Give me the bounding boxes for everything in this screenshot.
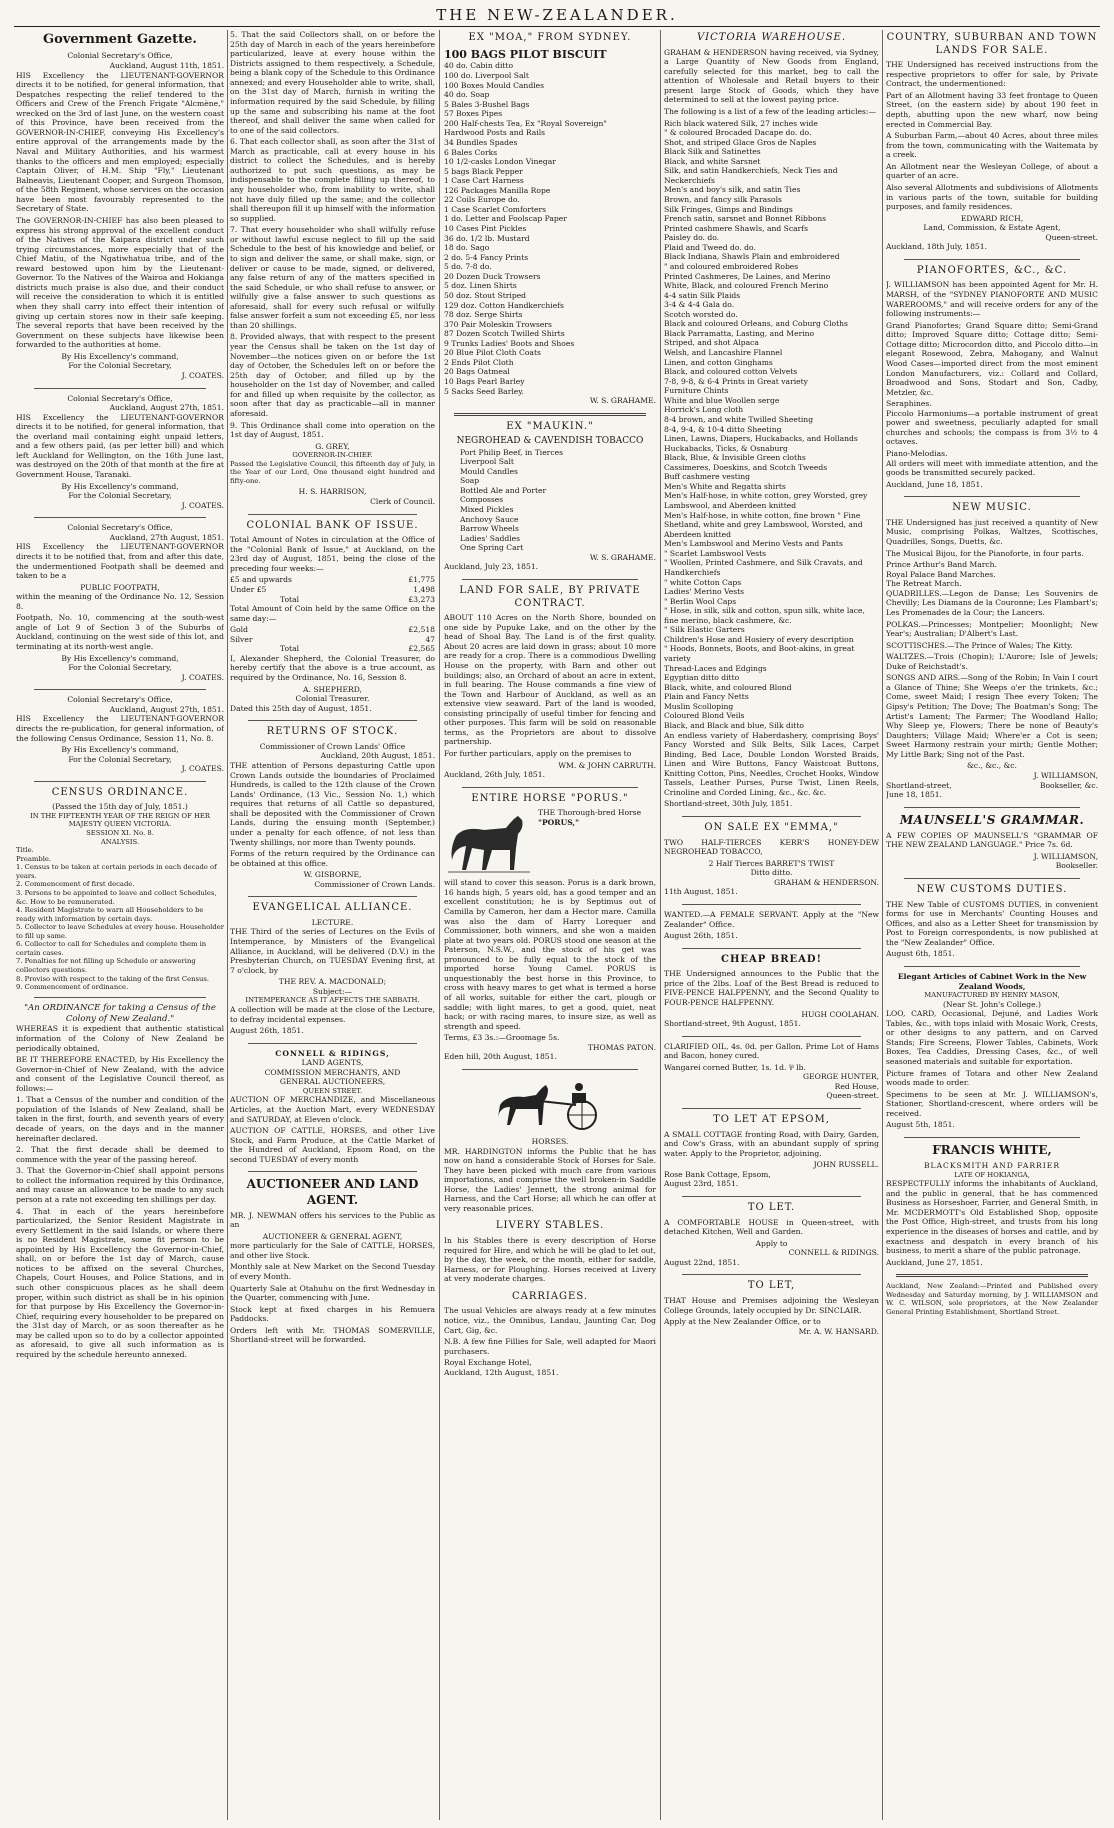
list-item: 22 Coils Europe do. bbox=[444, 195, 520, 205]
list-item: Mixed Pickles bbox=[460, 505, 514, 514]
returns-of-stock: RETURNS OF STOCK. Commissioner of Crown Lands' Office Auckland, 20th August, 1851. THE attention of Persons depasturing Cattle upon Crown Lands outside the boundaries of Proclaimed Hundreds, is called to the 12th clause of the Crown Lands' Ordinance, (13 Vic., Session No. 1,) which requires that returns of all Cattle so depastured, shall be deposited with the Commissioner of Crown Lands, during the ensuing month (September,) under a penalty for each offence, of not less than Twenty shillings, nor more than Twenty pounds. Forms of the return required by the Ordinance can be obtained at this office. W. GISBORNE, Commissioner of Crown Lands. bbox=[230, 726, 435, 889]
list-item: 4-4 satin Silk Plaids bbox=[664, 290, 741, 300]
list-item: French satin, sarsnet and Bonnet Ribbons bbox=[664, 214, 827, 224]
list-item: White and blue Woollen serge bbox=[664, 395, 780, 405]
wanted-servant: WANTED.—A FEMALE SERVANT. Apply at the "New Zealander" Office. August 26th, 1851. bbox=[664, 910, 879, 941]
notice-census-republication: Colonial Secretary's Office, Auckland, August 27th, 1851. HIS Excellency the LIEUTENANT-GOVERNOR directs the re-publication, for general information, of the following Census Ordinance, Session 11, No. 8. By His Excellency's command, For the Colonial Secretary, J. COATES. bbox=[16, 695, 224, 774]
list-item: Plain and Fancy Netts bbox=[664, 692, 749, 702]
horses-hardington: HORSES. MR. HARDINGTON informs the Public that he has now on hand a considerable Stock of Horses for Sale. They have been picked with much care from various importations, and comprise the well broken-in Saddle Horse, the Ladies' Jennett, the strong animal for Harness, and the Cart Horse; all which he can offer at very reasonable prices. bbox=[444, 1075, 656, 1214]
customs-duties: NEW CUSTOMS DUTIES. THE New Table of CUSTOMS DUTIES, in convenient forms for use in Merchants' Counting Houses and Offices, and also as a Letter Sheet for transmission by Post to Foreign correspondents, is now published at the "New Zealander" Office. August 6th, 1851. bbox=[886, 883, 1098, 959]
list-item: 200 Half-chests Tea, Ex "Royal Sovereign" bbox=[444, 118, 607, 128]
gazette-heading: Government Gazette. bbox=[43, 32, 197, 47]
connell-ridings: CONNELL & RIDINGS, LAND AGENTS, COMMISSION MERCHANTS, AND GENERAL AUCTIONEERS, QUEEN STREET. AUCTION OF MERCHANDIZE, and Miscellaneous Articles, at the Auction Mart, every WEDNESDAY and SATURDAY, at Eleven o'clock. AUCTION OF CATTLE, HORSES, and other Live Stock, and Farm Produce, at the Cattle Market of the Hundred of Auckland, Epsom Road, on the second TUESDAY of every month bbox=[230, 1048, 435, 1164]
list-item: Barrow Wheels bbox=[460, 524, 519, 534]
list-item: Black, white, and coloured Blond bbox=[664, 682, 792, 692]
to-let-queen-street: TO LET. A COMFORTABLE HOUSE in Queen-street, with detached Kitchen, Well and Garden. Apply to CONNELL & RIDINGS. August 22nd, 1851. bbox=[664, 1202, 879, 1267]
list-item: Hardwood Posts and Rails bbox=[444, 128, 546, 138]
country-lands: COUNTRY, SUBURBAN AND TOWN LANDS FOR SALE. THE Undersigned has received instructions from the respective proprietors to offer for sale, by Private Contract, the undermentioned: Part of an Allotment having 33 feet frontage to Queen Street, (on the eastern side) by about 190 feet in depth, abutting upon the new wharf, now being erected in Commercial Bay. A Suburban Farm,—about 40 Acres, about three miles from the town, communicating with the Waitemata by a creek. An Allotment near the Wesleyan College, of about a quarter of an acre. Also several Allotments and subdivisions of Allotments in various parts of the town, suitable for building purposes, and family residences. EDWARD RICH, Land, Commission, & Estate Agent, Queen-street. Auckland, 18th July, 1851. bbox=[886, 32, 1098, 252]
list-item: Black Parramatta, Lasting, and Merino bbox=[664, 328, 815, 338]
notice-footpath: Colonial Secretary's Office, Auckland, 27th August, 1851. HIS Excellency the LIEUTENANT-GOVERNOR directs it to be notified that, from and after this date, the undermentioned Footpath shall be deemed and taken to be a PUBLIC FOOTPATH, within the meaning of the Ordinance No. 12, Session 8. Footpath, No. 10, commencing at the south-west angle of Lot 9 of Section 3 of the Suburbs of Auckland, continuing on the west side of this lot, and terminating at its north-west angle. By His Excellency's command, For the Colonial Secretary, J. COATES. bbox=[16, 523, 224, 682]
list-item: 20 Blue Pilot Cloth Coats bbox=[444, 348, 541, 358]
list-item: 34 Bundles Spades bbox=[444, 137, 518, 147]
list-item: Silk Fringes, Gimps and Bindings bbox=[664, 204, 793, 214]
horse-icon bbox=[444, 808, 534, 878]
list-item: Linen, Lawns, Diapers, Huckabacks, and Hollands bbox=[664, 434, 858, 444]
column-rule bbox=[882, 30, 883, 1820]
list-item: 20 Dozen Duck Trowsers bbox=[444, 271, 541, 281]
list-item: Welsh, and Lancashire Flannel bbox=[664, 348, 783, 358]
list-item: Egyptian ditto ditto bbox=[664, 673, 740, 683]
new-music: NEW MUSIC. THE Undersigned has just received a quantity of New Music, comprising Polkas, Waltzes, Scottisches, Quadrilles, Songs, Duetts, &c. The Musical Bijou, for the Pianoforte, in four parts. Prince Arthur's Band March. Royal Palace Band Marches. The Retreat March. QUADRILLES.—Legon de Danse; Les Souvenirs de Chevilly; Les Diamans de la Couronne; Les Flambart's; Les Promenades de la Cour; the Lancers. POLKAS.—Princesses; Montpelier; Moonlight; New Year's; Australian; D'Albert's Last. SCOTTISCHES.—The Prince of Wales; The Kitty. WALTZES.—Trois (Chopin); L'Aurore; Isle of Jewels; Duke of Reichstadt's. SONGS AND AIRS.—Song of the Robin; In Vain I court a Glance of Thine; She Weeps o'er the trinkets, &c.; Come, sweet Maid; I resign Thee every Token; The Gipsy's Petition; The Dove; The Boatman's Song; The Artist's Lament; The Farmer; The Woodland Hallo; Why Sleep ye, Flowers; There be none of Beauty's Daughters; Village Maid; Where'er a Cot is seen; Sweet Harmony restrain your mirth; Gentle Mother; My Little Bark; Sing not of the Past. &c., &c., &c. J. WILLIAMSON, Shortland-street, Bookseller, &c. June 18, 1851. bbox=[886, 502, 1098, 800]
evangelical-alliance: EVANGELICAL ALLIANCE. LECTURE. THE Third of the series of Lectures on the Evils of Intemperance, by Ministers of the Evangelical Alliance, in Auckland, will be delivered (D.V.) in the Presbyterian Church, on TUESDAY Evening first, at 7 o'clock, by THE REV. A. MACDONALD; Subject:— INTEMPERANCE AS IT AFFECTS THE SABBATH. A collection will be made at the close of the Lecture, to defray incidental expenses. August 26th, 1851. bbox=[230, 902, 435, 1036]
divider bbox=[34, 517, 206, 518]
maunsells-grammar: MAUNSELL'S GRAMMAR. A FEW COPIES OF MAUNSELL'S "GRAMMAR OF THE NEW ZEALAND LANGUAGE." Price 7s. 6d. J. WILLIAMSON, Bookseller. bbox=[886, 812, 1098, 871]
maukin-items bbox=[444, 448, 656, 553]
francis-white: FRANCIS WHITE, BLACKSMITH AND FARRIER LATE OF HOKIANGA, RESPECTFULLY informs the inhabitants of Auckland, and the public in general, that he has commenced Business as Horseshoer, Farrier, and General Smith, in Mr. MCDERMOTT's Old Established Shop, opposite the Post Office, High-street, and trusts from his long experience in the diseases of horses and cattle, and by exactness and despatch in every branch of his business, to merit a share of the public patronage. Auckland, June 27, 1851. bbox=[886, 1142, 1098, 1267]
list-item: Black, Blue, & Invisible Green cloths bbox=[664, 453, 806, 463]
column-rule bbox=[439, 30, 440, 1820]
ex-maukin: EX "MAUKIN." NEGROHEAD & CAVENDISH TOBACCO Port Philip Beef, in Tierces Liverpool Salt Mould Candles Soap Bottled Ale and Porter Composses Mixed Pickles Anchovy Sauce Barrow Wheels Ladies' Saddles One Spring Cart W. S. GRAHAME. Auckland, July 23, 1851. bbox=[444, 420, 656, 572]
list-item: Rich black watered Silk, 27 inches wide bbox=[664, 118, 818, 128]
list-item: 5 do. 7-8 do. bbox=[444, 262, 492, 272]
moa-items bbox=[444, 61, 656, 396]
column-2 bbox=[230, 30, 435, 1820]
list-item: 6 Bales Corks bbox=[444, 147, 498, 157]
list-item: " Hoods, Bonnets, Boots, and Boot-akins, in great variety bbox=[664, 644, 855, 664]
column-4 bbox=[664, 30, 879, 1820]
colonial-bank: COLONIAL BANK OF ISSUE. Total Amount of Notes in circulation at the Office of the "Colonial Bank of Issue," at Auckland, on the 23rd day of August, 1851, being the close of the preceding four weeks:— £5 and upwards £1,775 Under £5 1,498 Total £3,273 Total Amount of Coin held by the same Office on the same day:— Gold £2,518 Silver 47 Total £2,565 I, Alexander Shepherd, the Colonial Treasurer, do hereby certify that the above is a true account, as required by the Ordinance, No. 16, Session 8. A. SHEPHERD, Colonial Treasurer. Dated this 25th day of August, 1851. bbox=[230, 519, 435, 713]
masthead-rule bbox=[14, 26, 1100, 27]
divider bbox=[34, 689, 206, 690]
list-item: 18 do. Sago bbox=[444, 243, 490, 253]
list-item: 57 Boxes Pipes bbox=[444, 109, 503, 119]
divider bbox=[34, 781, 206, 782]
list-item: Muslin Scolloping bbox=[664, 701, 734, 711]
list-item: Silk, and satin Handkerchiefs, Neck Ties and Neckerchiefs bbox=[664, 166, 838, 185]
victoria-warehouse: VICTORIA WAREHOUSE. GRAHAM & HENDERSON having received, via Sydney, a Large Quantity of New Goods from England, carefully selected for this market, beg to call the attention of Wholesale and Retail buyers to their present large Stock of Goods, which they have determined to sell at the lowest paying price. The following is a list of a few of the leading articles:— Rich black watered Silk, 27 inches wide " & coloured Brocaded Dacape do. do. Shot, and striped Glace Gros de Naples Black Silk and Satinettes Black, and white Sarsnet Silk, and satin Handkerchiefs, Neck Ties and Neckerchiefs Men's and boy's silk, and satin Ties Brown, and fancy silk Parasols Silk Fringes, Gimps and Bindings French satin, sarsnet and Bonnet Ribbons Printed cashmere Shawls, and Scarfs Paisley do. do. Plaid and Tweed do. do. Black Indiana, Shawls Plain and embroidered " and coloured embroidered Robes Printed Cashmeres, De Laines, and Merino White, Black, and coloured French Merino 4-4 satin Silk Plaids 3-4 & 4-4 Gala do. Scotch worsted do. Black and coloured Orleans, and Coburg Cloths Black Parramatta, Lasting, and Merino Striped, and shot Alpaca Welsh, and Lancashire Flannel Linen, and cotton Ginghams Black, and coloured cotton Velvets 7-8, 9-8, & 6-4 Prints in Great variety Furniture Chints White and blue Woollen serge Horrick's Long cloth 8-4 brown, and white Twilled Sheeting 8-4, 9-4, & 10-4 ditto Sheeting Linen, Lawns, Diapers, Huckabacks, and Hollands Huckabacks, Ticks, & Osnaburg Black, Blue, & Invisible Green cloths Cassimeres, Doeskins, and Scotch Tweeds Buff cashmere vesting Men's White and Regatta shirts Men's Half-hose, in white cotton, grey Worsted, grey Lambswool, and Aberdeen knitted Men's Half-hose, in white cotton, fine brown " Fine Shetland, white and grey Lambswool, Worsted, and Aberdeen knitted Men's Lambswool and Merino Vests and Pants " Scarlet Lambswool Vests " Woollen, Printed Cashmere, and Silk Cravats, and Handkerchiefs " white Cotton Caps Ladies' Merino Vests " Berlin Wool Caps " Hose, in silk, silk and cotton, spun silk, white lace, fine merino, black cashmere, &c. " Silk Elastic Garters Children's Hose and Hosiery of every description " Hoods, Bonnets, Boots, and Boot-akins, in great variety Thread-Laces and Edgings Egyptian ditto ditto Black, white, and coloured Blond Plain and Fancy Netts Muslin Scolloping Coloured Blond Veils Black, and Black and blue, Silk ditto An endless variety of Haberdashery, comprising Boys' Fancy Worsted and Silk Belts, Silk Laces, Carpet Binding, Bed Lace, Double London Worsted Braids, Linen and Wire Buttons, Fancy Waistcoat Buttons, Knitting Cotton, Pins, Needles, Crochet Hooks, Window Tassels, Leather Purses, Purse Twist, Linen Reels, Crinoline and Corded Lining, &c., &c. &c. Shortland-street, 30th July, 1851. bbox=[664, 32, 879, 809]
census-ordinance-continued: 5. That the said Collectors shall, on or before the 25th day of March in each of the years hereinbefore particularized, leave at every house within the Districts assigned to them respectively, a Schedule, being a blank copy of the Schedule to this Ordinance annexed; and every Householder able to write, shall, on the 31st day of March, furnish in writing the information required by the said Schedule, by filling up the same and subscribing his name at the foot thereof, and shall deliver the same when called for to one of the said collectors. 6. That each collector shall, as soon after the 31st of March as practicable, call at every house in his district to collect the Schedules, and is hereby authorized to put such questions, as may be indispensable to the complete filling up thereof, to any householder who, from inability to write, shall not have duly filled up the same; and the collector shall thereupon fill it up himself with the information so supplied. 7. That every householder who shall wilfully refuse or without lawful excuse neglect to fill up the said Schedule to the best of his knowledge and belief, or to sign and deliver the same, or shall make, sign, or deliver or cause to be made, signed, or delivered, any false return of any of the matters specified in the said Schedule, or who shall refuse to answer, or wilfully give a false answer to such questions as aforesaid, shall for every such refusal or wilfully false answer forfeit a sum not exceeding £5, nor less than 20 shillings. 8. Provided always, that with respect to the present year the Census shall be taken on the 1st day of November—the notices given on or before the 1st day of October, the Schedules left on or before the 25th day of October, and filled up by the householder on the 1st day of November, and called for and filled up when requisite by the collector, as soon after that day as practicable—all in manner aforesaid. 9. This Ordinance shall come into operation on the 1st day of August, 1851. G. GREY, GOVERNOR-IN-CHIEF. Passed the Legislative Council, this fifteenth day of July, in the Year of our Lord, One thousand eight hundred and fifty-one. H. S. HARRISON, Clerk of Council. bbox=[230, 30, 435, 506]
list-item: Mould Candles bbox=[460, 466, 518, 476]
list-item: 20 Bags Oatmeal bbox=[444, 367, 510, 377]
list-item: 40 do. Cabin ditto bbox=[444, 61, 514, 71]
column-3 bbox=[444, 30, 656, 1820]
list-item: " Berlin Wool Caps bbox=[664, 596, 737, 606]
list-item: One Spring Cart bbox=[460, 543, 524, 553]
column-rule bbox=[660, 30, 661, 1820]
clarified-oil: CLARIFIED OIL, 4s. 0d. per Gallon. Prime Lot of Hams and Bacon, honey cured. Wangarei corned Butter, 1s. 1d. ⅌ lb. GEORGE HUNTER, Red House, Queen-street. bbox=[664, 1041, 879, 1101]
list-item: 10 Cases Pint Pickles bbox=[444, 224, 527, 234]
list-item: Brown, and fancy silk Parasols bbox=[664, 195, 782, 205]
list-item: 10 1/2-casks London Vinegar bbox=[444, 157, 556, 167]
victoria-items bbox=[664, 119, 879, 731]
list-item: Black Silk and Satinettes bbox=[664, 147, 761, 157]
auctioneer-newman: AUCTIONEER AND LAND AGENT. MR. J. NEWMAN offers his services to the Public as an AUCTIONEER & GENERAL AGENT, more particularly for the Sale of CATTLE, HORSES, and other live Stock. Monthly sale at New Market on the Second Tuesday of every Month. Quarterly Sale at Otahuhu on the first Wednesday in the Quarter, commencing with June. Stock kept at fixed charges in his Remuera Paddocks. Orders left with Mr. THOMAS SOMERVILLE, Shortland-street will be forwarded. bbox=[230, 1177, 435, 1345]
list-item: 78 doz. Serge Shirts bbox=[444, 310, 523, 320]
carriages: CARRIAGES. The usual Vehicles are always ready at a few minutes notice, viz., the Omnibus, Landau, Jaunting Car, Dog Cart, Gig, &c. N.B. A few fine Fillies for Sale, well adapted for Maori purchasers. Royal Exchange Hotel, Auckland, 12th August, 1851. bbox=[444, 1290, 656, 1377]
list-item: Bottled Ale and Porter bbox=[460, 485, 547, 495]
list-item: Children's Hose and Hosiery of every description bbox=[664, 634, 854, 644]
divider bbox=[34, 388, 206, 389]
list-item: " Woollen, Printed Cashmere, and Silk Cravats, and Handkerchiefs bbox=[664, 558, 863, 577]
list-item: " Scarlet Lambswool Vests bbox=[664, 548, 767, 558]
list-item: Coloured Blond Veils bbox=[664, 711, 745, 721]
list-item: 87 Dozen Scotch Twilled Shirts bbox=[444, 329, 565, 339]
list-item: Shot, and striped Glace Gros de Naples bbox=[664, 137, 817, 147]
list-item: Black, and coloured cotton Velvets bbox=[664, 367, 798, 377]
list-item: Cassimeres, Doeskins, and Scotch Tweeds bbox=[664, 462, 828, 472]
list-item: Striped, and shot Alpaca bbox=[664, 338, 759, 348]
list-item: Ladies' Merino Vests bbox=[664, 587, 745, 597]
list-item: Linen, and cotton Ginghams bbox=[664, 357, 773, 367]
pianofortes: PIANOFORTES, &C., &C. J. WILLIAMSON has been appointed Agent for Mr. H. MARSH, of the "SYDNEY PIANOFORTE AND MUSIC WAREROOMS," and will receive orders for any of the following instruments:— Grand Pianofortes; Grand Square ditto; Semi-Grand ditto; Improved Square ditto; Cottage ditto; Semi-Cottage ditto; Microcordon ditto, and Piccolo ditto—in elegant Rosewood, Zebra, Mahogany, and Walnut Wood Cases—imported direct from the most eminent London Manufacturers, viz.: Collard and Collard, Broadwood and Sons, Stodart and Son, Cadby, Metzler, &c. Seraphines. Piccolo Harmoniums—a portable instrument of great power and sweetness, peculiarly adapted for small churches and schools; the compass is from 3½ to 4 octaves. Piano-Melodias. All orders will meet with immediate attention, and the goods be transmitted securely packed. Auckland, June 18, 1851. bbox=[886, 264, 1098, 489]
list-item: 5 Bales 3-Bushel Bags bbox=[444, 99, 530, 109]
ex-emma: ON SALE EX "EMMA," TWO HALF-TIERCES KERR'S HONEY-DEW NEGROHEAD TOBACCO, 2 Half Tierces BARRET'S TWIST Ditto ditto. GRAHAM & HENDERSON. 11th August, 1851. bbox=[664, 822, 879, 897]
list-item: 370 Pair Moleskin Trowsers bbox=[444, 319, 552, 329]
list-item: " white Cotton Caps bbox=[664, 577, 742, 587]
list-item: 100 Boxes Mould Candles bbox=[444, 80, 544, 90]
list-item: 1 Case Cart Harness bbox=[444, 176, 524, 186]
list-item: 40 do. Soap bbox=[444, 90, 490, 100]
to-let-wesleyan: TO LET, THAT House and Premises adjoining the Wesleyan College Grounds, lately occupied by Dr. SINCLAIR. Apply at the New Zealander Office, or to Mr. A. W. HANSARD. bbox=[664, 1280, 879, 1336]
printer-imprint: Auckland, New Zealand:—Printed and Published every Wednesday and Saturday morning, by J. WILLIAMSON and W. C. WILSON, sole proprietors, at the New Zealander General Printing Establishment, Shortland Street. bbox=[886, 1282, 1098, 1316]
list-item: 2 do. 5-4 Fancy Prints bbox=[444, 252, 529, 262]
list-item: 36 do. 1/2 lb. Mustard bbox=[444, 233, 530, 243]
to-let-epsom: TO LET AT EPSOM, A SMALL COTTAGE fronting Road, with Dairy, Garden, and Cow's Grass, with an abundant supply of spring water. Apply to the Proprietor, adjoining. JOHN RUSSELL. Rose Bank Cottage, Epsom, August 23rd, 1851. bbox=[664, 1114, 879, 1189]
list-item: 5 Sacks Seed Barley. bbox=[444, 386, 524, 396]
list-item: Thread-Laces and Edgings bbox=[664, 663, 767, 673]
list-item: Plaid and Tweed do. do. bbox=[664, 242, 756, 252]
list-item: 7-8, 9-8, & 6-4 Prints in Great variety bbox=[664, 376, 808, 386]
column-1 bbox=[16, 30, 224, 1820]
list-item: Port Philip Beef, in Tierces bbox=[460, 447, 563, 457]
list-item: Men's Lambswool and Merino Vests and Pants bbox=[664, 539, 843, 549]
list-item: 1 Case Scarlet Comforters bbox=[444, 204, 547, 214]
list-item: 9 Trunks Ladies' Boots and Shoes bbox=[444, 338, 575, 348]
list-item: Composses bbox=[460, 495, 504, 505]
list-item: 100 do. Liverpool Salt bbox=[444, 71, 529, 81]
list-item: " & coloured Brocaded Dacape do. do. bbox=[664, 128, 812, 138]
list-item: Scotch worsted do. bbox=[664, 309, 738, 319]
list-item: 5 bags Black Pepper bbox=[444, 166, 523, 176]
list-item: White, Black, and coloured French Merino bbox=[664, 281, 829, 291]
list-item: 8-4 brown, and white Twilled Sheeting bbox=[664, 414, 814, 424]
list-item: " Silk Elastic Garters bbox=[664, 625, 745, 635]
list-item: Buff cashmere vesting bbox=[664, 472, 750, 482]
notice-alcmene: Colonial Secretary's Office, Auckland, August 11th, 1851. HIS Excellency the LIEUTENANT-GOVERNOR directs it to be notified, for general information, that Despatches respecting the relief tendered to the Officers and Crew of the French Frigate "Alcmène," wrecked on the 3rd of last June, on the western coast of this Province, have been received from the GOVERNOR-IN-CHIEF, conveying His Excellency's entire approval of the arrangements made by the Naval and Military Authorities, and his warmest thanks to the officers and men employed; especially Captain Oliver, of H.M. Ship "Fly," Lieutenant Balneavis, Lieutenant Cooper, and Surgeon Thomson, of the 58th Regiment, whose services on the occasion have been most favourably represented to the Secretary of State. The GOVERNOR-IN-CHIEF has also been pleased to express his strong approval of the excellent conduct of the Natives of the Kaipara district under such trying circumstances, more especially that of the Chief Matiu, of the Ngatiwhatua tribe, and of the reward bestowed upon him by the Lieutenant-Governor. To the Natives of the Wairoa and Hokianga districts much praise is also due, and their conduct will receive the consideration to which it is entitled when they shall carry into effect their intention of giving up certain stores now in their safe keeping. The several reports that have been received by the Government on these subjects have likewise been forwarded to the authorities at home. By His Excellency's command, For the Colonial Secretary, J. COATES. bbox=[16, 51, 224, 380]
ex-moa: EX "MOA," FROM SYDNEY. 100 BAGS PILOT BISCUIT 40 do. Cabin ditto 100 do. Liverpool Salt 100 Boxes Mould Candles 40 do. Soap 5 Bales 3-Bushel Bags 57 Boxes Pipes 200 Half-chests Tea, Ex "Royal Sovereign" Hardwood Posts and Rails 34 Bundles Spades 6 Bales Corks 10 1/2-casks London Vinegar 5 bags Black Pepper 1 Case Cart Harness 126 Packages Manilla Rope 22 Coils Europe do. 1 Case Scarlet Comforters 1 do. Letter and Foolscap Paper 10 Cases Pint Pickles 36 do. 1/2 lb. Mustard 18 do. Sago 2 do. 5-4 Fancy Prints 5 do. 7-8 do. 20 Dozen Duck Trowsers 5 doz. Linen Shirts 50 doz. Stout Striped 129 doz. Cotton Handkerchiefs 78 doz. Serge Shirts 370 Pair Moleskin Trowsers 87 Dozen Scotch Twilled Shirts 9 Trunks Ladies' Boots and Shoes 20 Blue Pilot Cloth Coats 2 Ends Pilot Cloth 20 Bags Oatmeal 10 Bags Pearl Barley 5 Sacks Seed Barley. W. S. GRAHAME. bbox=[444, 32, 656, 406]
list-item: Huckabacks, Ticks, & Osnaburg bbox=[664, 443, 788, 453]
list-item: 129 doz. Cotton Handkerchiefs bbox=[444, 300, 564, 310]
list-item: Black Indiana, Shawls Plain and embroidered bbox=[664, 252, 840, 262]
list-item: Furniture Chints bbox=[664, 386, 729, 396]
horse-carriage-icon bbox=[490, 1075, 610, 1133]
list-item: Anchovy Sauce bbox=[460, 514, 519, 524]
list-item: Printed Cashmeres, De Laines, and Merino bbox=[664, 271, 831, 281]
land-for-sale: LAND FOR SALE, BY PRIVATE CONTRACT. ABOUT 110 Acres on the North Shore, bounded on one side by Pupuke Lake, and on the other by the head of Shoal Bay. The Land is of the first quality. About 20 acres are laid down in grass; about 10 more are ready for a crop. There is a commodious Dwelling House on the property, with Barn and other out buildings; also, an Orchard of about an acre in extent, in full bearing. The House commands a fine view of the Town and Harbour of Auckland, as well as an extensive view seaward. Part of the land is wooded, consisting principally of useful timber for fencing and other purposes. This farm will be sold on reasonable terms, as the Proprietors are about to dissolve partnership. For further particulars, apply on the premises to WM. & JOHN CARRUTH. Auckland, 26th July, 1851. bbox=[444, 584, 656, 780]
list-item: Horrick's Long cloth bbox=[664, 405, 744, 415]
list-item: 50 doz. Stout Striped bbox=[444, 290, 527, 300]
list-item: Men's Half-hose, in white cotton, grey Worsted, grey Lambswool, and Aberdeen knitted bbox=[664, 491, 868, 511]
list-item: 5 doz. Linen Shirts bbox=[444, 281, 517, 291]
cabinet-work: Elegant Articles of Cabinet Work in the New Zealand Woods, MANUFACTURED BY HENRY MASON, (Near St. John's College.) LOO, CARD, Occasional, Dejuné, and Ladies Work Tables, &c., with tops inlaid with Mosaic Work, Crests, or other designs to any pattern, and on Carved Stands; Fire Screens, Flower Tables, Cabinets, Work Boxes, Tea Caddies, Dressing Cases, &c., of well seasoned materials and suitable for exportation. Picture frames of Totara and other New Zealand woods made to order. Specimens to be seen at Mr. J. WILLIAMSON's, Stationer, Shortland-crescent, where orders will be received. August 5th, 1851. bbox=[886, 971, 1098, 1130]
list-item: 3-4 & 4-4 Gala do. bbox=[664, 300, 735, 310]
cheap-bread: CHEAP BREAD! THE Undersigned announces to the Public that the price of the 2lbs. Loaf of the Best Bread is reduced to FIVE-PENCE HALFPENNY, and the Second Quality to FOUR-PENCE HALFPENNY. HUGH COOLAHAN. Shortland-street, 9th August, 1851. bbox=[664, 953, 879, 1029]
horse-porus: ENTIRE HORSE "PORUS." THE Thorough-bred Horse "PORUS," will stand to cover this season. Porus is a dark brown, 16 hands high, 5 years old, has a good temper and an excellent constitution; he is by Septimus out of Camilla by Cameron, her dam a Hector mare. Camilla was also the dam of Harry Lorequer and Commissioner, both winners, and she won a maiden plate at two years old. PORUS stood one season at the Paterson, N.S.W., and the stock of his get was pronounced to be fully equal to the stock of the imported horse Young Camel. PORUS is unquestionably the best horse in this Province, to cross with heavy mares to get what is termed a horse of all works, suitable for either the cart, plough or saddle; with light mares, to get a good, quiet, neat hack; or with racing mares, to insure size, as well as strength and speed. Terms, £3 3s.:—Groomage 5s. THOMAS PATON. Eden hill, 20th August, 1851. bbox=[444, 792, 656, 1062]
list-item: " Hose, in silk, silk and cotton, spun silk, white lace, fine merino, black cashmere, &c. bbox=[664, 606, 865, 625]
list-item: Paisley do. do. bbox=[664, 233, 720, 243]
list-item: Soap bbox=[460, 476, 480, 486]
list-item: Men's and boy's silk, and satin Ties bbox=[664, 185, 801, 195]
list-item: 10 Bags Pearl Barley bbox=[444, 377, 525, 387]
census-ordinance: CENSUS ORDINANCE. (Passed the 15th day of July, 1851.) IN THE FIFTEENTH YEAR OF THE REIGN OF HER MAJESTY QUEEN VICTORIA. SESSION XI. No. 8. ANALYSIS. Title. Preamble. 1. Census to be taken at certain periods in each decade of years. 2. Commencement of first decade. 3. Persons to be appointed to leave and collect Schedules, &c. How to be remunerated. 4. Resident Magistrate to warn all Householders to be ready with information by certain days. 5. Collector to leave Schedules at every house. Householder to fill up same. 6. Collector to call for Schedules and complete them in certain cases. 7. Penalties for not filling up Schedule or answering collectors questions. 8. Proviso with respect to the taking of the first Census. 9. Commencement of ordinance. "An ORDINANCE for taking a Census of the Colony of New Zealand." WHEREAS it is expedient that authentic statistical information of the Colony of New Zealand be periodically obtained, BE IT THEREFORE ENACTED, by His Excellency the Governor-in-Chief of New Zealand, with the advice and consent of the Legislative Council thereof, as follows:— 1. That a Census of the number and condition of the population of the Islands of New Zealand, shall be taken in the first, fourth, and seventh years of every decade of years, on the days and in the manner hereinafter declared. 2. That the first decade shall be deemed to commence with the year of the passing hereof. 3. That the Governor-in-Chief shall appoint persons to collect the information required by this Ordinance, and may cause an allowance to be made to any such person at a rate not exceeding ten shillings per day. 4. That in each of the years hereinbefore particularized, the Senior Resident Magistrate in every Settlement in the said Islands, or where there is no Resident Magistrate, some fit person to be appointed by His Excellency the Governor-in-Chief, shall, on or before the 1st day of March, cause notices to be affixed on the several Churches, Chapels, Court Houses, and Police Stations, and in such other conspicuous places as he shall deem proper, within such district as shall be in his opinion for that purpose by His Excellency the Governor-in-Chief, requiring every householder to be prepared on the 31st day of March, or as soon thereafter as he may be called upon so to do by a collector appointed as aforesaid, to give all such information as is required by the schedule hereunto annexed. bbox=[16, 786, 224, 1359]
list-item: 2 Ends Pilot Cloth bbox=[444, 357, 514, 367]
list-item: Printed cashmere Shawls, and Scarfs bbox=[664, 223, 808, 233]
notice-mail: Colonial Secretary's Office, Auckland, August 27th, 1851. HIS Excellency the LIEUTENANT-GOVERNOR directs it to be notified, for general information, that the overland mail containing eight unpaid letters, and a few others paid, (as per letter bill) and which left Auckland for Wellington, on the 16th June last, was destroyed on the 20th of that month at the fire at Government House, Taranaki. By His Excellency's command, For the Colonial Secretary, J. COATES. bbox=[16, 393, 224, 510]
list-item: Men's White and Regatta shirts bbox=[664, 481, 786, 491]
list-item: Black, and white Sarsnet bbox=[664, 156, 761, 166]
column-rule bbox=[227, 30, 228, 1820]
livery-stables: LIVERY STABLES. In his Stables there is every description of Horse required for Hire, and which he will be glad to let out, by the day, the week, or the month, either for saddle, Harness, or for Ploughing. Horses received at Livery at very moderate charges. bbox=[444, 1220, 656, 1284]
list-item: Black, and Black and blue, Silk ditto bbox=[664, 720, 804, 730]
list-item: 126 Packages Manilla Rope bbox=[444, 185, 551, 195]
column-5 bbox=[886, 30, 1098, 1820]
list-item: 1 do. Letter and Foolscap Paper bbox=[444, 214, 567, 224]
list-item: 8-4, 9-4, & 10-4 ditto Sheeting bbox=[664, 424, 782, 434]
list-item: " and coloured embroidered Robes bbox=[664, 261, 799, 271]
masthead: THE NEW-ZEALANDER. bbox=[436, 6, 678, 24]
list-item: Black and coloured Orleans, and Coburg Cloths bbox=[664, 319, 848, 329]
list-item: Liverpool Salt bbox=[460, 457, 514, 467]
list-item: Ladies' Saddles bbox=[460, 533, 521, 543]
list-item: Men's Half-hose, in white cotton, fine brown " Fine Shetland, white and grey Lambswool, Worsted, and Aberdeen knitted bbox=[664, 510, 863, 539]
analysis-list: Title. Preamble. 1. Census to be taken at certain periods in each decade of years. 2. Commencement of first decade. 3. Persons to be appointed to leave and collect Schedules, &c. How to be remunerated. 4. Resident Magistrate to warn all Householders to be ready with information by certain days. 5. Collector to leave Schedules at every house. Householder to fill up same. 6. Collector to call for Schedules and complete them in certain cases. 7. Penalties for not filling up Schedule or answering collectors questions. 8. Proviso with respect to the taking of the first Census. 9. Commencement of ordinance. bbox=[16, 846, 224, 992]
